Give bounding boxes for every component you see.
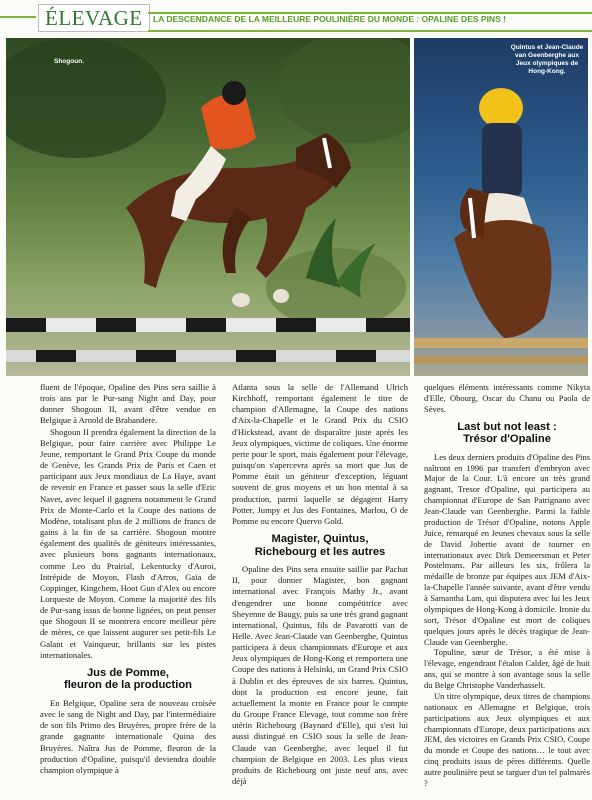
photo-caption-main: Shogoun. [54,58,84,65]
photo-shogoun [6,38,410,376]
paragraph: Opaline des Pins sera ensuite saillie par Pachat II, pour donner Magister, bon gagnant international avec François Mathy Jr., avant d'engendrer une bonne compétitrice avec Sheyenne de Baugy, puis sa une très grand gagnant international, Quintus, fils de Pavarotti van de Helle. Avec Jean-Claude van Geenberghe, Quintus participera à deux championnats d'Europe et aux Jeux olympiques de Hong-Kong et remportera une Coupe des nations à Helsinki, un Grand Prix CSIO à Dublin et des épreuves de six barres. Quintus, dont la production est encore jeune, fait actuellement la monte en France pour le compte du Groupe France Elevage, tout comme son frère utérin Richebourg (Baynard d'Elle), qui s'est lui aussi distingué en CSIO sous la selle de Jean-Claude van Geenberghe, avec lequel il fut champion de Belgique en 2003. Les plus vieux produits de Richebourg ont juste neuf ans, avec déjà [232,564,408,786]
subheading-line: Jus de Pomme, [86,666,170,679]
paragraph: fluent de l'époque, Opaline des Pins sera saillie à trois ans par le Pur-sang Night and Day, pour donner Shogoun II, avant d'être vendue en Belgique à Arnold de Brabandere. [40,382,216,426]
paragraph: En Belgique, Opaline sera de nouveau croisée avec le sang de Night and Day, par l'intermédiaire de son fils Primo des Bruyères, propre frère de la grande gagnante internationale Quina des Bruyères. Naîtra Jus de Pomme, fleuron de la production d'Opaline, puisqu'il deviendra double champion olympique à [40,697,216,775]
subheading-line: Last but not least : [457,420,557,433]
subheading-line: Trésor d'Opaline [463,433,551,446]
article-title: LA DESCENDANCE DE LA MEILLEURE POULINIÈRE DU MONDE : OPALINE DES PINS ! [153,14,506,24]
text-column-2 [232,382,408,787]
paragraph: quelques éléments intéressants comme Nikyta d'Elle, Obourg, Oscar du Chanu ou Paola de Sèves. [424,382,590,414]
header-rule-left [0,16,36,18]
subheading-line: fleuron de la production [63,679,193,692]
subheading [424,421,590,446]
show-jumping-horse-illustration [6,38,410,376]
photo-quintus [414,38,588,376]
subheading [232,533,408,558]
subheading [40,667,216,692]
paragraph: Un titre olympique, deux titres de champions nationaux en Allemagne et Belgique, trois participations aux Jeux olympiques et aux championnats d'Europe, deux participations aux JEM, des victoires en Grands Prix CSIO, Coupe du monde et Coupe des nations… le tout avec cinq produits issus de pères différents. Quelle autre poulinière peut se targuer d'un tel palmarès ? [424,690,590,788]
page-header [0,0,592,34]
paragraph: Topuline, sœur de Trésor, a été mise à l'élevage, engendrant l'étalon Calder, âgé de huit ans, qui se montre à son avantage sous la selle du Belge Christophe Vanderhasselt. [424,647,590,690]
jumping-rider-illustration [414,38,588,376]
photo-caption-side: Quintus et Jean-Claude van Geenberghe aux Jeux olympiques de Hong-Kong. [510,44,584,75]
paragraph: Atlanta sous la selle de l'Allemand Ulrich Kirchhoff, remportant également le titre de champion d'Allemagne, la Coupe des nations d'Aix-la-Chapelle et le Grand Prix du CSIO d'Hickstead, avant de disparaître juste après les Jeux olympiques, victime de coliques. Une énorme perte pour le sport, mais également pour l'élevage, puisqu'on s'apercevra après sa mort que Jus de Pomme était un géniteur d'exception, léguant souvent de gros moyens et un bon mental à sa production, parmi laquelle se dégagent Harry Potter, Jumpy et Jus des Fontaines, Marlou, O de Pomme ou encore Quervo Gold. [232,382,408,526]
subheading-line: Magister, Quintus, [271,533,369,546]
text-column-3 [424,382,590,789]
text-column-1 [40,382,216,776]
subheading-line: Richebourg et les autres [254,545,386,558]
paragraph: Les deux derniers produits d'Opaline des Pins naîtront en 1996 par transfert d'embryon avec Major de la Cour. L'à encore un très grand gagnant, Tresor d'Opaline, qui participera au championnat d'Europe de San Patrignano avec Jean-Claude van Geenberghe. Parmi la faible production de Trésor d'Opaline, notons Apple Juice, remarqué en Jeunes chevaux sous la selle de David Jobertie avant de tourner en internationaux avec Dirk Demeersman et Peter Postelmans. Par ailleurs les six, frôlera la médaille de bronze par équipes aux JEM d'Aix-la-Chapelle l'année suivante, avant d'être vendu à Samantha Lam, qui disputera avec lui les Jeux olympiques de Hong-Kong à domicile. Ironie du sort, Trésor d'Opaline est mort de coliques quelques jours après le décès tragique de Jean-Claude van Geenberghe. [424,451,590,647]
paragraph: Shogoun II prendra également la direction de la Belgique, pour faire carrière avec Philippe Le Jeune, remportant le Grand Prix Coupe du monde de Genève, les Grands Prix de Paris et Caen et participant aux Jeux mondiaux de La Haye, avant de revenir en France et passer sous la selle d'Eric Navet, avec lequel il gagnera notamment le Grand Prix de Monte-Carlo et la Coupe des nations de Modène, totalisant plus de 2 millions de francs de gains à la fin de sa carrière. Shogoun montre également des qualités de géniteurs intéressantes, avec plusieurs bons gagnants internationaux, comme Leo du Prairial, Lekentucky d'Auroi, Intrépide de Moyon, Flash d'Arros, Gaïa de Coppinger, Kingchem, Hoot Gun d'Alex ou encore Lorqueste de Moyon. Comme la majorité des fils de Pur-sang issus de bonne lignées, on peut penser que Shogoun II se montrera encore meilleur père de mères, ce que laissent augurer ses petit-fils Le Galant et Vainqueur, brillants sur les pistes internationales. [40,426,216,660]
section-label: ÉLEVAGE [38,4,150,32]
